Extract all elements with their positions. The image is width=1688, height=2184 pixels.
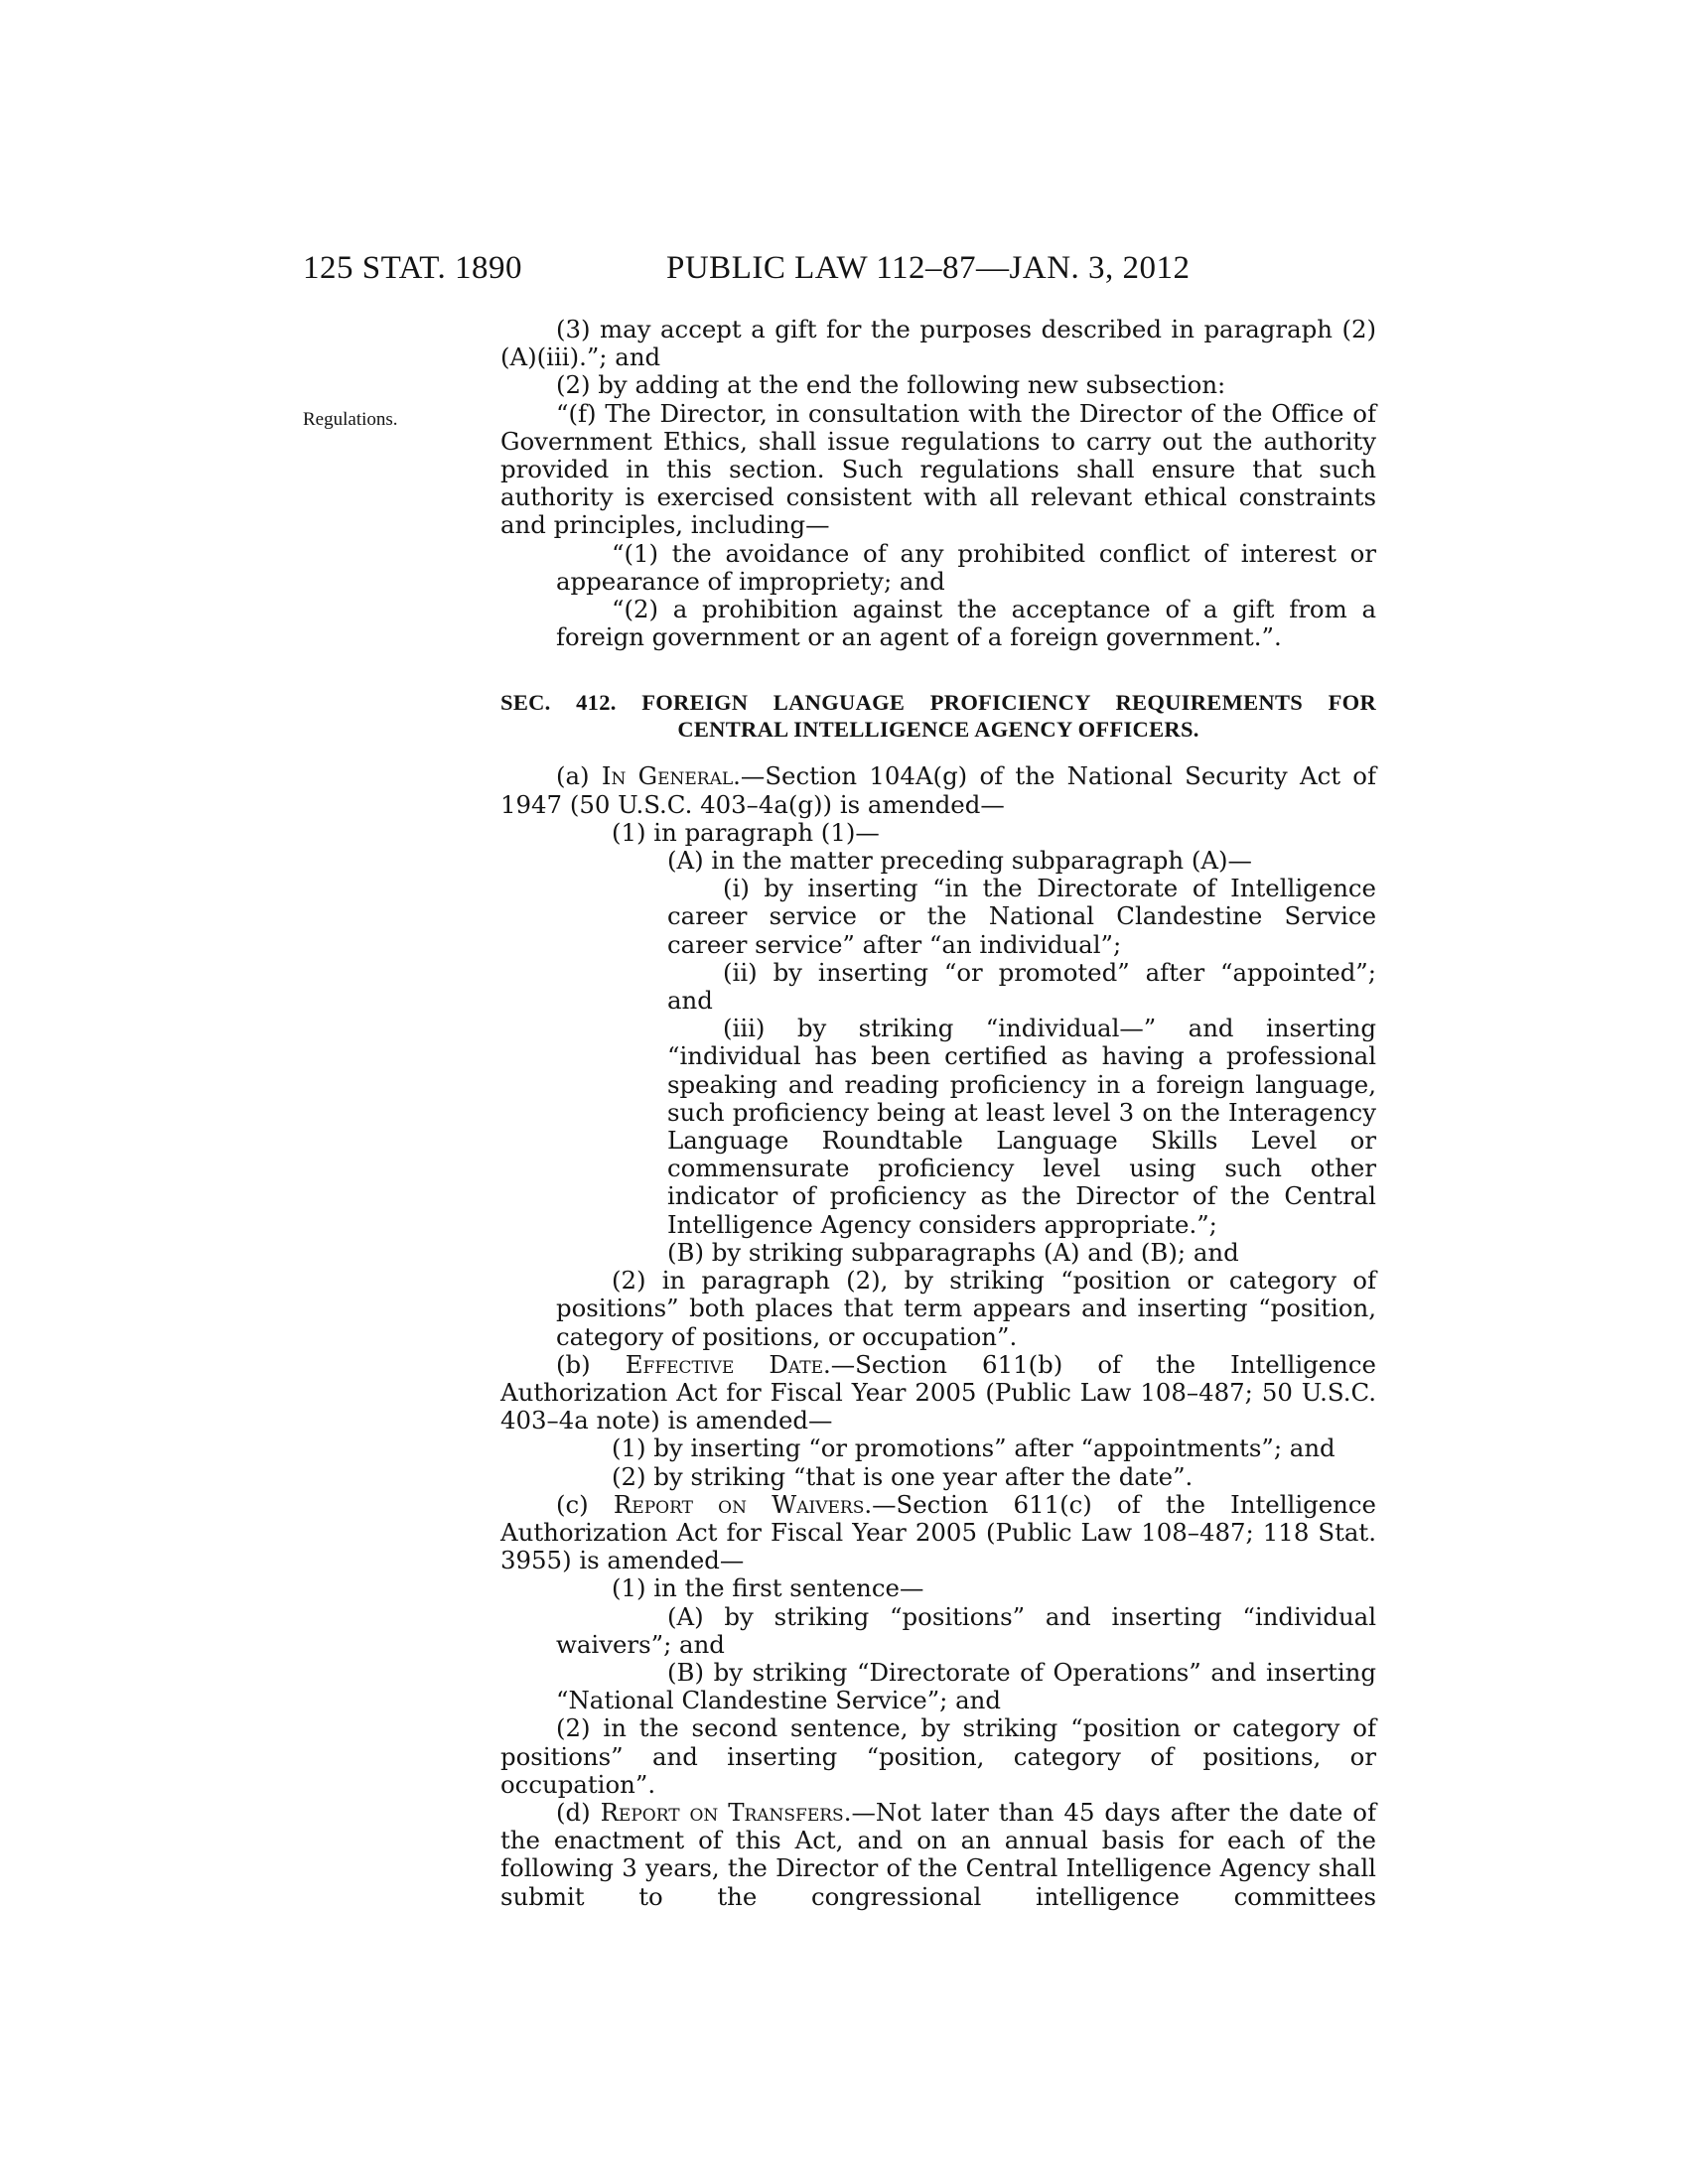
subsection-b-caption: Effective Date [625, 1349, 824, 1379]
paragraph-2-adding-subsection: (2) by adding at the end the following new subsection: [556, 370, 1226, 400]
subsection-b-paragraph-1: (1) by inserting “or promotions” after “appointments”; and [612, 1433, 1336, 1463]
subsection-a-clause-i: (i) by inserting “in the Directorate of Intelligence career service or the National Clandestine Service career service” after “an individual”; [667, 874, 1376, 959]
subsection-f: “(f) The Director, in consultation with the Director of the Office of Government Ethics, shall issue regulations to carry out the authority provided in this section. Such regulations shall ensure that such authority is exercised consistent with all relevant ethical constraints and principles, including— [500, 398, 1376, 540]
subsection-b-paragraph-2: (2) by striking “that is one year after the date”. [612, 1461, 1194, 1491]
subsection-d [500, 1799, 1376, 1911]
margin-note-regulations: Regulations. [303, 409, 398, 430]
subsection-a-caption: In General [601, 761, 734, 791]
subsection-a [500, 762, 1376, 818]
subsection-c-subparagraph-B: (B) by striking “Directorate of Operations” and inserting “National Clandestine Service”; and [556, 1657, 1376, 1715]
subsection-c-subparagraph-A: (A) by striking “positions” and inserting “individual waivers”; and [556, 1601, 1376, 1659]
subsection-a-subparagraph-B: (B) by striking subparagraphs (A) and (B); and [667, 1237, 1239, 1267]
subsection-f-item-2: “(2) a prohibition against the acceptance of a gift from a foreign government or an agent of a foreign government.”. [556, 595, 1376, 652]
subsection-c-paragraph-2: (2) in the second sentence, by striking “position or category of positions” and inserting “position, category of positions, or occupation”. [500, 1713, 1376, 1799]
subsection-c-label: (c) [556, 1489, 614, 1519]
stat-page-number: 125 STAT. 1890 [303, 250, 523, 286]
subsection-d-text: .—Not later than 45 days after the date of the enactment of this Act, and on an annual basis for each of the following 3 years, the Director of the Central Intelligence Agency shall submit to the congressional intelligence committees [500, 1797, 1376, 1911]
section-heading: SEC. 412. FOREIGN LANGUAGE PROFICIENCY REQUIREMENTS FOR CENTRAL INTELLIGENCE AGENCY OFFICERS. [500, 690, 1376, 743]
subsection-a-clause-ii: (ii) by inserting “or promoted” after “appointed”; and [667, 957, 1376, 1016]
subsection-a-paragraph-1: (1) in paragraph (1)— [612, 817, 880, 847]
subsection-a-text: .—Section 104A(g) of the National Security Act of 1947 (50 U.S.C. 403–4a(g)) is amended— [500, 761, 1377, 819]
subsection-a-label: (a) [556, 761, 602, 791]
subsection-b-text: .—Section 611(b) of the Intelligence Authorization Act for Fiscal Year 2005 (Public Law 108–487; 50 U.S.C. 403–4a note) is amended— [500, 1349, 1376, 1435]
subsection-a-subparagraph-A: (A) in the matter preceding subparagraph (A)— [667, 846, 1252, 876]
subsection-a-clause-iii: (iii) by striking “individual—” and inserting “individual has been certified as having a professional speaking and reading proficiency in a foreign language, such proficiency being at least level 3 on the Interagency Language Roundtable Language Skills Level or commensurate proficiency level using such other indicator of proficiency as the Director of the Central Intelligence Agency considers appropriate.”; [667, 1014, 1376, 1239]
page-header [303, 248, 1385, 288]
subsection-c-paragraph-1: (1) in the first sentence— [612, 1573, 924, 1603]
subsection-b [500, 1351, 1376, 1435]
paragraph-3-gift: (3) may accept a gift for the purposes described in paragraph (2)(A)(iii).”; and [500, 315, 1376, 372]
subsection-c [500, 1491, 1376, 1575]
subsection-c-caption: Report on Waivers [613, 1489, 865, 1519]
subsection-f-item-1: “(1) the avoidance of any prohibited conflict of interest or appearance of impropriety; and [556, 538, 1376, 596]
running-title: PUBLIC LAW 112–87—JAN. 3, 2012 [666, 250, 1191, 286]
subsection-b-label: (b) [556, 1349, 626, 1379]
subsection-d-label: (d) [556, 1797, 601, 1827]
subsection-c-text: .—Section 611(c) of the Intelligence Authorization Act for Fiscal Year 2005 (Public Law 108–487; 118 Stat. 3955) is amended— [500, 1489, 1376, 1575]
subsection-d-caption: Report on Transfers [600, 1797, 844, 1827]
document-body [500, 316, 1376, 1911]
subsection-a-paragraph-2: (2) in paragraph (2), by striking “position or category of positions” both places that term appears and inserting “position, category of positions, or occupation”. [556, 1266, 1376, 1351]
